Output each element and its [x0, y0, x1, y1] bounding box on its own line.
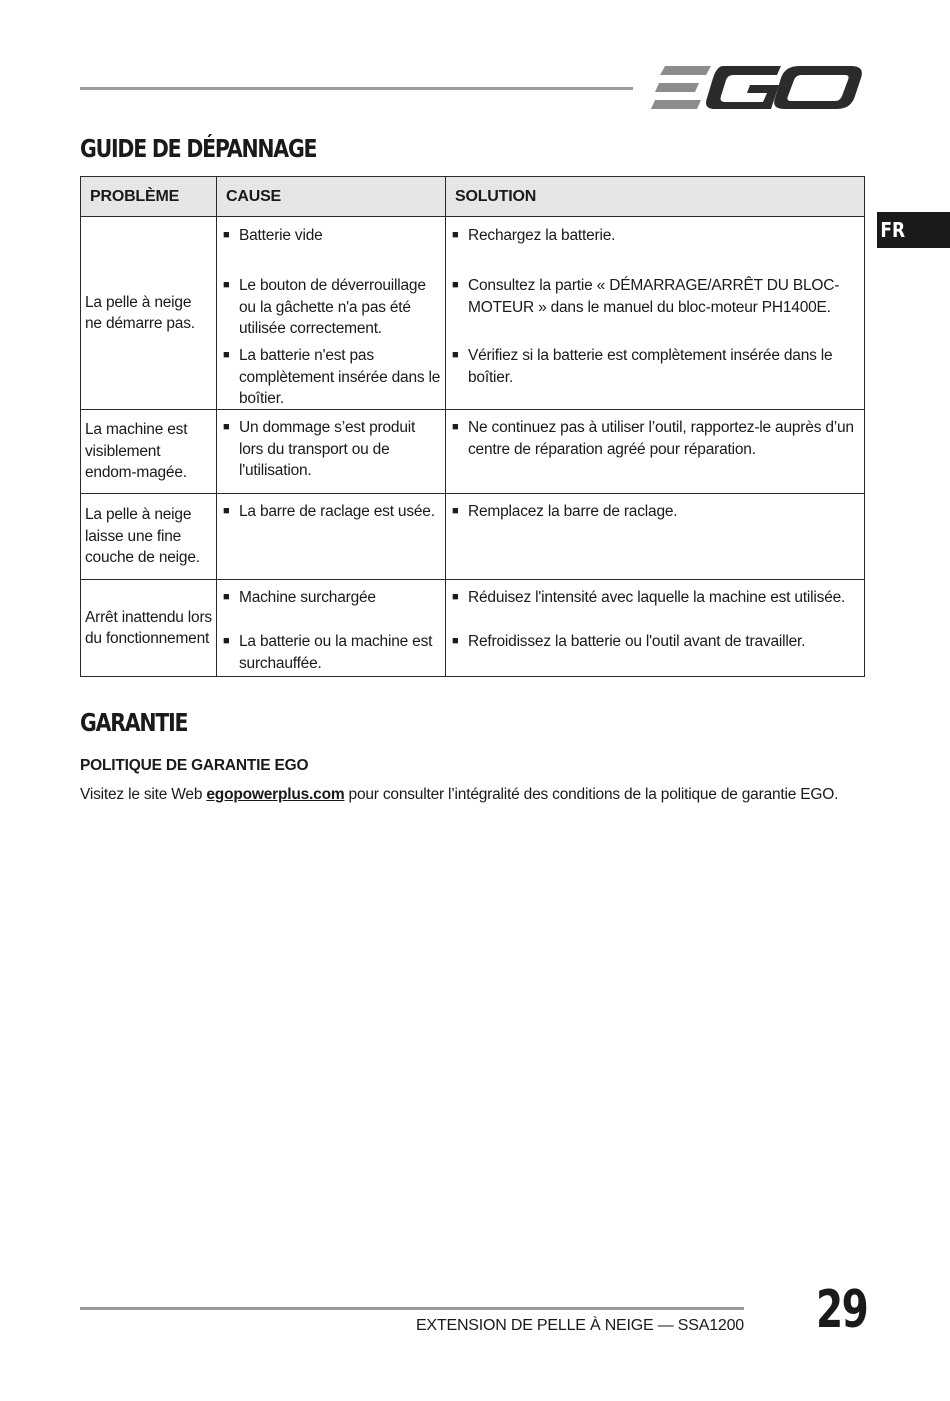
bullet-icon: ■	[223, 229, 230, 241]
solution-item: ■ Rechargez la batterie.	[452, 225, 862, 247]
footer-rule	[80, 1307, 744, 1310]
solution-item: ■ Réduisez l'intensité avec laquelle la machine est utilisée.	[452, 587, 862, 609]
bullet-icon: ■	[452, 635, 459, 647]
bullet-icon: ■	[452, 421, 459, 433]
cause-item: ■ La batterie ou la machine est surchauffée.	[223, 633, 433, 672]
cause-item: ■ La barre de raclage est usée.	[223, 501, 443, 523]
warranty-text-after: pour consulter l’intégralité des conditions de la politique de garantie EGO.	[344, 786, 839, 803]
problem-cell: La pelle à neige ne démarre pas.	[81, 217, 217, 410]
warranty-policy-subtitle: POLITIQUE DE GARANTIE EGO	[80, 757, 309, 774]
language-tab: FR	[877, 212, 950, 248]
warranty-text-before: Visitez le site Web	[80, 786, 207, 803]
cause-item: ■ Machine surchargée	[223, 587, 443, 609]
solution-item: ■ Vérifiez si la batterie est complètement insérée dans le boîtier.	[452, 347, 833, 386]
cause-cell	[217, 494, 446, 580]
cause-cell	[217, 580, 446, 677]
solution-cell	[446, 494, 865, 580]
solution-cell	[446, 580, 865, 677]
cause-item: ■ La batterie n'est pas complètement insérée dans le boîtier.	[223, 347, 441, 407]
cause-item: ■ Un dommage s’est produit lors du transport ou de l'utilisation.	[223, 419, 416, 479]
column-header-solution: SOLUTION	[446, 177, 865, 217]
warranty-title: GARANTIE	[80, 708, 188, 737]
bullet-icon: ■	[223, 349, 230, 361]
table-row	[81, 410, 865, 494]
header-rule	[80, 87, 633, 90]
solution-item: ■ Consultez la partie « DÉMARRAGE/ARRÊT DU BLOC-MOTEUR » dans le manuel du bloc-moteur PH1400E.	[452, 277, 840, 316]
problem-cell: Arrêt inattendu lors du fonctionnement	[81, 580, 217, 677]
warranty-text	[80, 786, 838, 804]
ego-logo	[651, 62, 863, 112]
troubleshooting-title: GUIDE DE DÉPANNAGE	[80, 134, 317, 163]
cause-cell	[217, 217, 446, 410]
bullet-icon: ■	[223, 505, 230, 517]
bullet-icon: ■	[452, 279, 459, 291]
table-header-row	[81, 177, 865, 217]
bullet-icon: ■	[452, 591, 459, 603]
ego-website-link[interactable]: egopowerplus.com	[206, 786, 345, 803]
troubleshooting-table	[80, 176, 865, 677]
footer-document-title: EXTENSION DE PELLE À NEIGE — SSA1200	[415, 1317, 744, 1334]
table-row	[81, 217, 865, 410]
solution-cell	[446, 410, 865, 494]
cause-item: ■ Batterie vide	[223, 225, 443, 247]
solution-item: ■ Remplacez la barre de raclage.	[452, 501, 862, 523]
table-row	[81, 580, 865, 677]
bullet-icon: ■	[223, 421, 230, 433]
bullet-icon: ■	[452, 349, 459, 361]
bullet-icon: ■	[223, 635, 230, 647]
column-header-cause: CAUSE	[217, 177, 446, 217]
page-number: 29	[816, 1280, 868, 1340]
solution-cell	[446, 217, 865, 410]
cause-cell	[217, 410, 446, 494]
column-header-problem: PROBLÈME	[81, 177, 217, 217]
table-row	[81, 494, 865, 580]
bullet-icon: ■	[223, 591, 230, 603]
bullet-icon: ■	[452, 229, 459, 241]
bullet-icon: ■	[223, 279, 230, 291]
bullet-icon: ■	[452, 505, 459, 517]
problem-cell: La machine est visiblement endom-magée.	[81, 410, 217, 494]
solution-item: ■ Refroidissez la batterie ou l'outil avant de travailler.	[452, 631, 862, 653]
solution-item: ■ Ne continuez pas à utiliser l’outil, rapportez-le auprès d’un centre de réparation agréé pour réparation.	[452, 419, 854, 458]
cause-item: ■ Le bouton de déverrouillage ou la gâchette n'a pas été utilisée correctement.	[223, 277, 426, 337]
problem-cell: La pelle à neige laisse une fine couche de neige.	[81, 494, 217, 580]
